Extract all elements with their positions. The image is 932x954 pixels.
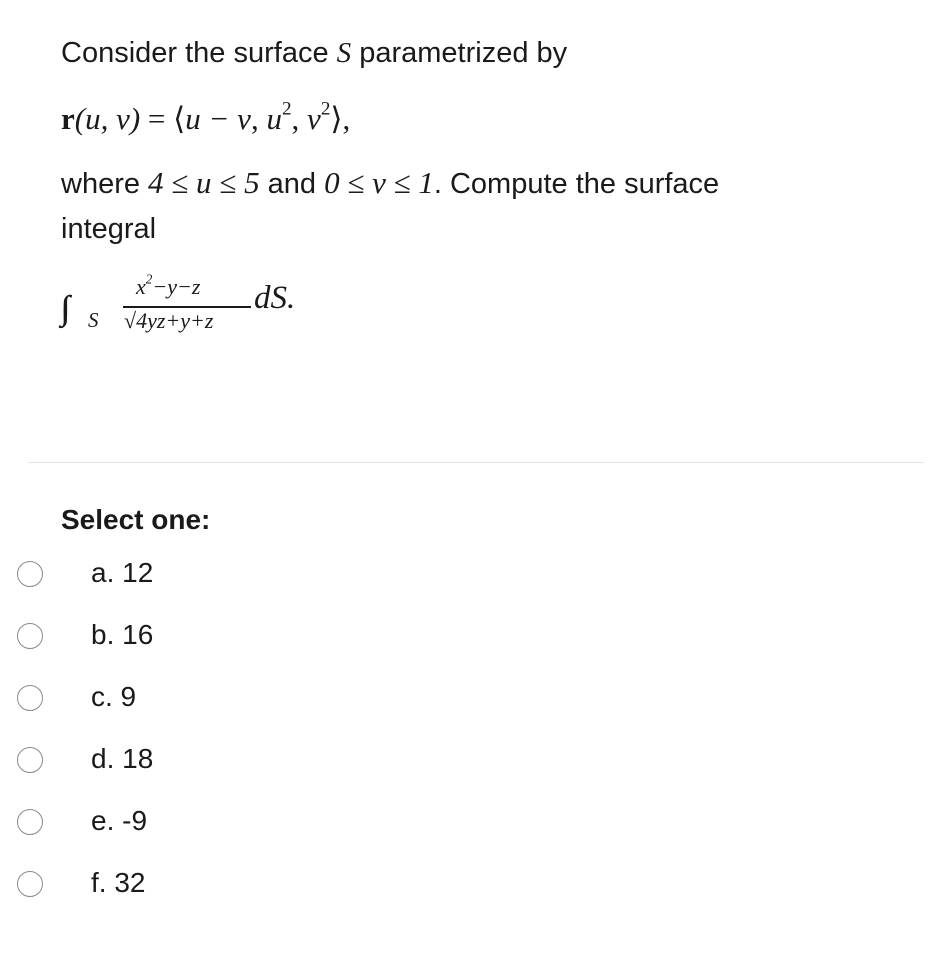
divider — [28, 462, 924, 463]
select-one-label: Select one: — [61, 504, 211, 535]
radio-button-e[interactable] — [17, 809, 43, 835]
numer-rest: −y−z — [152, 274, 201, 299]
numer-x: x — [136, 274, 146, 299]
option-label-e[interactable]: e. -9 — [91, 805, 148, 836]
option-label-b[interactable]: b. 16 — [91, 619, 154, 650]
option-label-a[interactable]: a. 12 — [91, 557, 154, 588]
parametrization — [61, 100, 350, 137]
option-a[interactable] — [0, 545, 932, 601]
surface-var: S — [336, 37, 352, 69]
question-line-3 — [61, 164, 719, 202]
r-comp2-exp: 2 — [281, 98, 292, 120]
radicand: 4yz+y+z — [136, 308, 214, 333]
integral-subscript: S — [88, 308, 99, 332]
question-line-4: integral — [61, 213, 157, 245]
radio-button-c[interactable] — [17, 685, 43, 711]
option-d[interactable] — [0, 731, 932, 787]
integrand-denominator — [124, 308, 213, 334]
option-e[interactable] — [0, 793, 932, 849]
area-element: dS. — [254, 280, 296, 316]
option-f[interactable] — [0, 855, 932, 911]
r-eq: = ⟨ — [140, 101, 186, 136]
surface-integral — [61, 270, 381, 350]
r-sep1: , — [250, 101, 267, 136]
radio-button-f[interactable] — [17, 871, 43, 897]
r-args: (u, v) — [74, 101, 141, 136]
r-comp3-exp: 2 — [320, 98, 331, 120]
radical-sign: √ — [124, 308, 137, 333]
radio-button-a[interactable] — [17, 561, 43, 587]
line1-tail: parametrized by — [351, 37, 568, 69]
numer-exp: 2 — [145, 271, 153, 287]
line3-suffix: . Compute the surface — [433, 168, 720, 200]
radio-button-b[interactable] — [17, 623, 43, 649]
integrand-numerator — [136, 271, 201, 300]
line3-and: and — [259, 168, 325, 200]
line1-text: Consider the surface — [61, 37, 337, 69]
r-comp1: u − v — [185, 101, 251, 136]
range-v: 0 ≤ v ≤ 1 — [324, 165, 434, 200]
option-label-c[interactable]: c. 9 — [91, 681, 137, 712]
r-comp3-base: v — [307, 101, 321, 136]
r-comp2-base: u — [266, 101, 282, 136]
option-b[interactable] — [0, 607, 932, 663]
option-label-f[interactable]: f. 32 — [91, 867, 146, 898]
r-symbol: r — [61, 101, 75, 136]
question-line-1 — [61, 36, 567, 71]
option-c[interactable] — [0, 669, 932, 725]
radio-button-d[interactable] — [17, 747, 43, 773]
r-close: ⟩, — [330, 101, 351, 136]
range-u: 4 ≤ u ≤ 5 — [148, 165, 260, 200]
option-label-d[interactable]: d. 18 — [91, 743, 154, 774]
r-sep2: , — [291, 101, 308, 136]
line3-prefix: where — [61, 168, 149, 200]
